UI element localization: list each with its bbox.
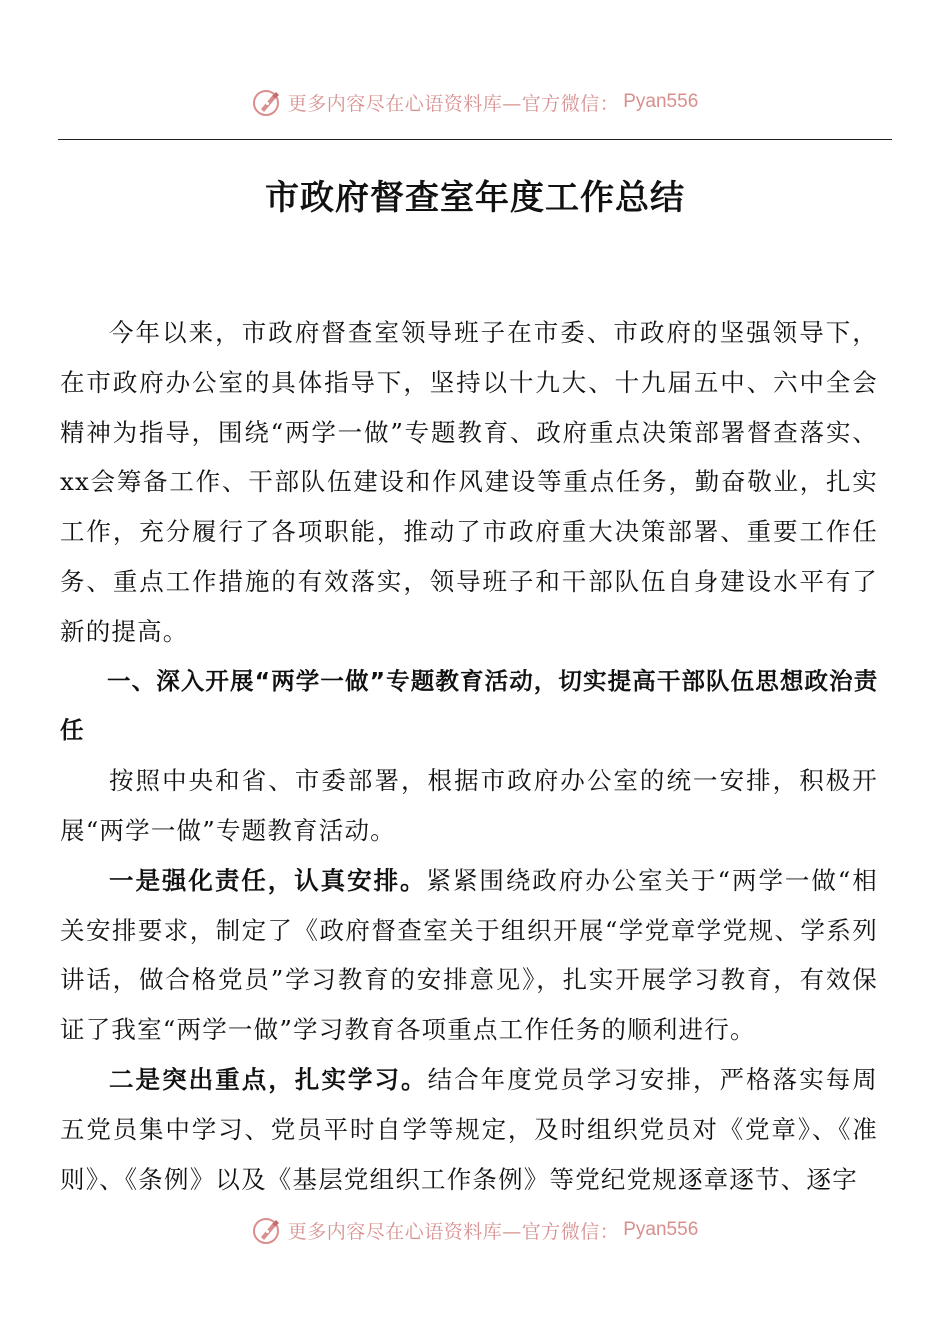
- watermark-wechat-id: Pyan556: [623, 91, 699, 112]
- document-body: [60, 308, 878, 1204]
- header-rule: [58, 139, 892, 140]
- footer-watermark: [0, 1208, 950, 1252]
- document-title: 市政府督查室年度工作总结: [265, 178, 685, 218]
- intro-paragraph: 今年以来，市政府督查室领导班子在市委、市政府的坚强领导下，在市政府办公室的具体指导下，坚持以十九大、十九届五中、六中全会精神为指导，围绕“两学一做”专题教育、政府重点决策部署督查落实、xx会筹备工作、干部队伍建设和作风建设等重点任务，勤奋敬业，扎实工作，充分履行了各项职能，推动了市政府重大决策部署、重要工作任务、重点工作措施的有效落实，领导班子和干部队伍自身建设水平有了新的提高。: [60, 318, 878, 646]
- watermark-wechat-id: Pyan556: [623, 1219, 699, 1240]
- point-two-paragraph: [60, 1055, 878, 1204]
- pen-nib-circle-icon: [252, 87, 282, 117]
- point-two-body: 结合年度党员学习安排，严格落实每周五党员集中学习、党员平时自学等规定，及时组织党员对《党章》、《准则》、《条例》以及《基层党组织工作条例》等党纪党规逐章逐节、逐字: [60, 1064, 878, 1194]
- section-intro-paragraph: 按照中央和省、市委部署，根据市政府办公室的统一安排，积极开展“两学一做”专题教育活动。: [60, 766, 878, 845]
- watermark-text: 更多内容尽在心语资料库—官方微信：: [287, 1220, 620, 1243]
- section-heading: 一、深入开展“两学一做”专题教育活动，切实提高干部队伍思想政治责任: [60, 666, 878, 745]
- pen-nib-circle-icon: [252, 1215, 282, 1245]
- point-one-body: 紧紧围绕政府办公室关于“两学一做“相关安排要求，制定了《政府督查室关于组织开展“学党章学党规、学系列讲话，做合格党员”学习教育的安排意见》，扎实开展学习教育，有效保证了我室“两学一做”学习教育各项重点工作任务的顺利进行。: [60, 865, 878, 1045]
- point-one-paragraph: [60, 856, 878, 1055]
- header-watermark: [0, 80, 950, 124]
- point-two-lead: 二是突出重点，扎实学习。: [109, 1064, 428, 1094]
- point-one-lead: 一是强化责任，认真安排。: [109, 865, 427, 895]
- watermark-text: 更多内容尽在心语资料库—官方微信：: [287, 92, 620, 115]
